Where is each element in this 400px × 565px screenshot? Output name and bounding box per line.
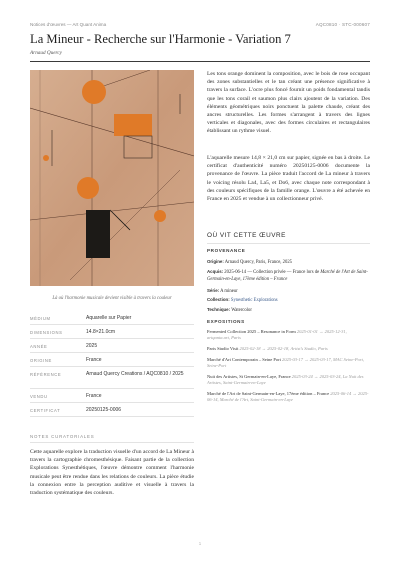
- exhibition-item: [207, 357, 370, 370]
- exhibition-meta: 2025-01-01 → 2025-12-31, artqanta.art, Paris: [207, 329, 347, 341]
- spec-row-certificate: [30, 403, 194, 417]
- exhibition-meta: 2025-06-14 → 2025-06-14, Marché de l'Art, Saint-Germain-en-Laye: [207, 391, 369, 403]
- artwork-image: [30, 70, 194, 286]
- spec-label: ANNÉE: [30, 343, 48, 349]
- spec-value: 14.8×21.0cm: [86, 329, 116, 336]
- provenance-origin: [207, 258, 370, 266]
- exhibition-name: Marché d'Art Contemporain – Seine Port: [207, 357, 281, 362]
- spec-label: RÉFÉRENCE: [30, 371, 62, 377]
- acquired-value: 2025-06-14 — Collection privée — France lors de: [224, 270, 320, 275]
- exhibition-name: Paris Studio Visit: [207, 346, 239, 351]
- spec-value: 2025: [86, 343, 98, 350]
- spec-row-dimensions: [30, 325, 194, 339]
- technique-value: Watercolor: [231, 308, 252, 313]
- spec-row-year: [30, 339, 194, 353]
- curatorial-notes-text: Cette aquarelle explore la traduction visuelle d'un accord de La Mineur à travers la cartographie chromesthésique. Faisant partie de la collection Explorations Synesthétiques, l'œuvre démontre comment l'harmonie musicale peut être rendue dans les relations de couleurs. La pièce étudie la connexion entre la perception auditive et visuelle à travers la traduction systématique des couleurs.: [30, 449, 194, 497]
- page-number: 1: [198, 541, 202, 546]
- where-heading: OÙ VIT CETTE ŒUVRE: [207, 232, 286, 239]
- exhibition-meta: 2025-03-24 → 2025-03-24, La Nuit des Artistes, Saint-Germain-en-Laye: [207, 374, 364, 386]
- notes-divider: [30, 442, 194, 443]
- collection-link[interactable]: Synesthetic Explorations: [230, 298, 278, 303]
- breadcrumb[interactable]: Notices d'œuvres — Art Quant Anima: [30, 22, 107, 27]
- artwork-orange-circle-2: [77, 177, 99, 199]
- spec-row-sold: [30, 389, 194, 403]
- description-paragraph-1: Les tons orange dominent la composition, avec le bois de rose occupant des zones substantielles et le tan créant une présence significative à travers la surface. L'ocre plus foncé fournit un poids fondamental tandis que les tons corail et saumon plus clairs ajoutent de la variation. Des éléments géométriques noirs ponctuent la palette chaude, créant des ancres structurelles. Les formes s'arrangent à travers des lignes verticales et diagonales, avec des formes circulaires et rectangulaires établissant un rythme visuel.: [207, 71, 370, 135]
- page-title: La Mineur - Recherche sur l'Harmonie - Variation 7: [30, 32, 291, 46]
- acquired-event: Marché de l'Art de Saint-Germain-en-Laye, 17ème édition – France: [207, 270, 368, 282]
- spec-row-origin: [30, 353, 194, 367]
- provenance-acquired: [207, 268, 370, 283]
- artwork-orange-rectangle: [114, 114, 152, 136]
- spec-table: [30, 311, 194, 417]
- artwork-orange-dot: [43, 155, 49, 161]
- curatorial-notes-heading: NOTES CURATORIALES: [30, 434, 95, 439]
- artwork-orange-circle-3: [154, 210, 166, 222]
- exhibition-meta: 2025-03-17 → 2025-03-17, MAC Seine-Port, Seine-Port: [207, 357, 365, 369]
- reference-code: AQC0810 · STC-000607: [315, 22, 370, 27]
- spec-row-medium: [30, 311, 194, 325]
- exhibition-item: [207, 374, 370, 387]
- artist-name: Arnaud Quercy: [30, 50, 62, 56]
- acquired-label: Acquis:: [207, 269, 224, 274]
- spec-value: Arnaud Quercy Creations / AQC0810 / 2025: [86, 371, 184, 378]
- provenance-heading: PROVENANCE: [207, 248, 246, 253]
- exhibition-meta: 2025-02-18 → 2025-02-18, Artist's Studio, Paris: [239, 346, 328, 351]
- origin-value: Arnaud Quercy, Paris, France, 2025: [224, 260, 293, 265]
- artwork-painting: [30, 70, 194, 286]
- spec-label: ORIGINE: [30, 357, 52, 363]
- exhibition-item: [207, 346, 370, 352]
- spec-value: France: [86, 393, 102, 400]
- spec-label: CERTIFICAT: [30, 407, 61, 413]
- title-divider: [30, 61, 370, 62]
- spec-value: Aquarelle sur Papier: [86, 315, 132, 322]
- spec-label: VENDU: [30, 393, 48, 399]
- artwork-background: [30, 70, 194, 286]
- spec-label: MÉDIUM: [30, 315, 51, 321]
- exhibition-name: Fermented Collection 2025 – Resonance in Form: [207, 329, 296, 334]
- artwork-orange-circle-1: [82, 80, 106, 104]
- artwork-caption: Là où l'harmonie musicale devient visible à travers la couleur: [52, 296, 172, 301]
- provenance-series: [207, 287, 370, 295]
- spec-label: DIMENSIONS: [30, 329, 63, 335]
- exhibitions-heading: EXPOSITIONS: [207, 319, 245, 324]
- spec-value: France: [86, 357, 102, 364]
- exhibition-name: Marché de l'Art de Saint-Germain-en-Laye, 17ème édition – France: [207, 391, 330, 396]
- series-value: A mineur: [220, 289, 238, 294]
- origin-label: Origine:: [207, 259, 224, 264]
- technique-label: Technique:: [207, 307, 231, 312]
- artwork-black-rectangle: [86, 210, 110, 258]
- exhibition-name: Nuit des Artistes, St Germain-en-Laye, France: [207, 374, 291, 379]
- provenance-technique: [207, 306, 370, 314]
- spec-row-reference: [30, 367, 194, 389]
- spec-value: 20250125-0006: [86, 407, 122, 414]
- top-bar: [30, 22, 370, 32]
- exhibition-item: [207, 391, 370, 404]
- collection-label: Collection:: [207, 297, 230, 302]
- where-divider: [207, 243, 370, 244]
- exhibition-item: [207, 329, 370, 342]
- description-paragraph-2: L'aquarelle mesure 14,8 × 21,0 cm sur papier, signée en bas à droite. Le certificat d'authenticité numéro 20250125-0006 documente la provenance de l'œuvre. La pièce traduit l'accord de La mineur à travers le voicing résolu La4, La5, et Do6, avec chaque note correspondant à des couleurs spécifiques de la famille orange. L'œuvre a été achevée en France en 2025 et vendue à un collectionneur privé.: [207, 155, 370, 203]
- series-label: Série:: [207, 288, 220, 293]
- provenance-collection: [207, 296, 370, 304]
